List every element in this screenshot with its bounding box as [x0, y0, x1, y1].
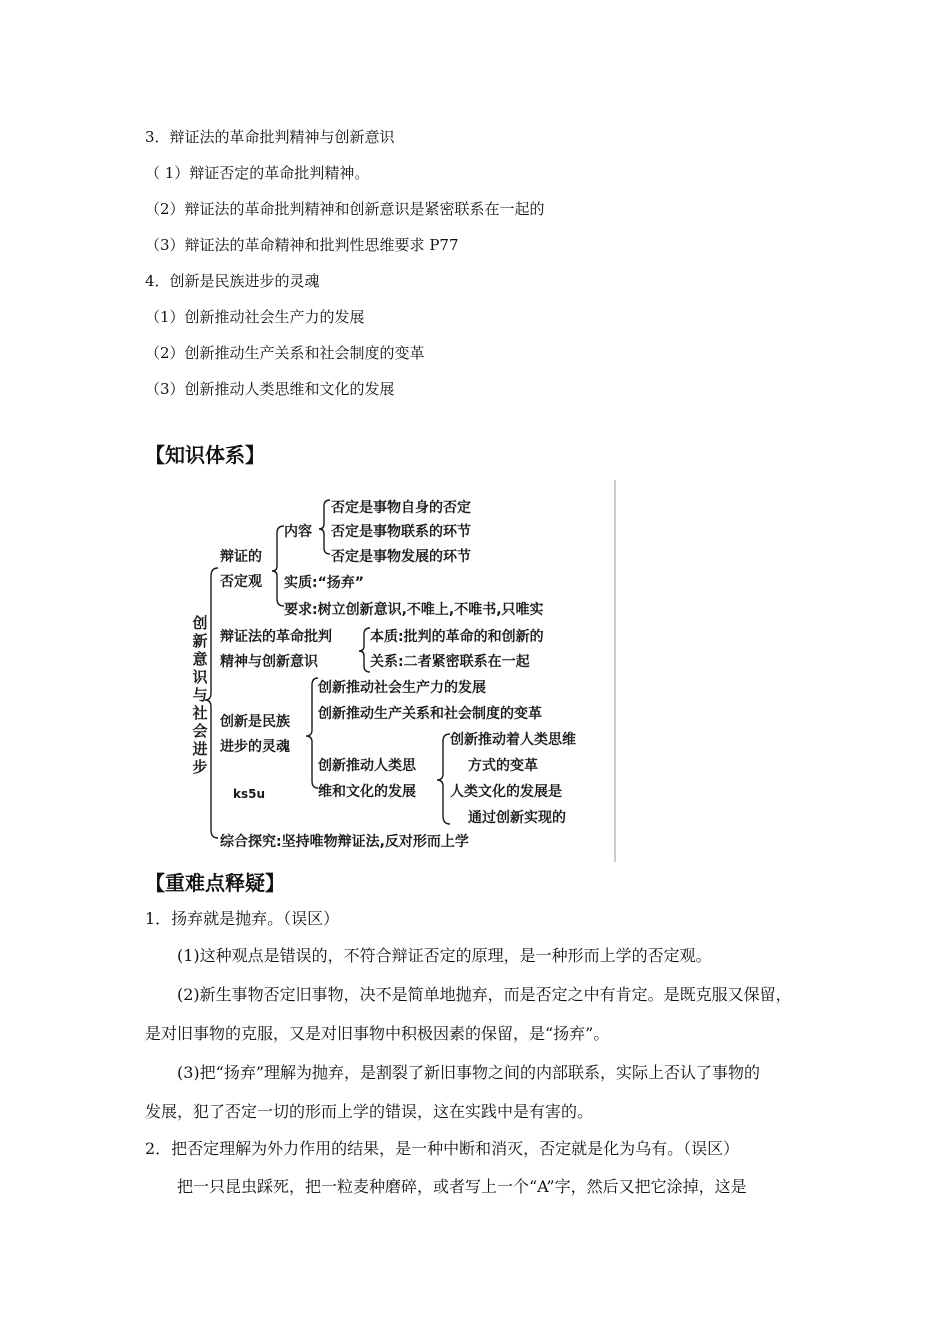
root-char: 社: [192, 704, 208, 722]
branch-1-brace: [272, 526, 284, 606]
root-char: 新: [192, 632, 208, 650]
branch-3-sub-item-b: 人类文化的发展是: [450, 784, 562, 800]
branch-4-text: 综合探究:坚持唯物辩证法,反对形而上学: [220, 834, 469, 850]
section-3-title: 3．辩证法的革命批判精神与创新意识: [145, 128, 395, 146]
branch-3-sub-line-2: 维和文化的发展: [318, 784, 416, 800]
section-3-item-2: （2）辩证法的革命批判精神和创新意识是紧密联系在一起的: [145, 200, 545, 218]
q2-title: 2．把否定理解为外力作用的结果，是一种中断和消灭，否定就是化为乌有。（误区）: [145, 1139, 740, 1158]
branch-1-line-1: 辩证的: [220, 549, 262, 565]
branch-3-line-2: 进步的灵魂: [220, 739, 290, 755]
root-char: 意: [192, 650, 208, 668]
branch-3-item: 创新推动生产关系和社会制度的变革: [318, 706, 542, 722]
root-char: 进: [192, 740, 208, 758]
branch-3-brace: [306, 678, 318, 788]
root-char: 步: [192, 758, 208, 776]
root-char: 识: [192, 668, 208, 686]
root-title: [191, 614, 208, 776]
branch-3-sub-item-a: 方式的变革: [468, 758, 538, 774]
branch-2-line-2: 精神与创新意识: [220, 654, 318, 670]
content-item: 否定是事物联系的环节: [331, 524, 471, 540]
branch-3-sub-item-a: 创新推动着人类思维: [450, 732, 576, 748]
branch-3-line-1: 创新是民族: [220, 714, 290, 730]
branch-3-sub-brace: [437, 734, 450, 824]
q1-title: 1．扬弃就是抛弃。（误区）: [145, 909, 340, 928]
q1-paragraph-2a: (2)新生事物否定旧事物，决不是简单地抛弃，而是否定之中有肯定。是既克服又保留，: [177, 985, 792, 1004]
branch-1-line-2: 否定观: [220, 574, 262, 590]
content-label: 内容: [284, 524, 312, 540]
section-3-item-1: （ 1）辩证否定的革命批判精神。: [145, 164, 370, 182]
content-item: 否定是事物自身的否定: [331, 500, 471, 516]
section-4-item-1: （1）创新推动社会生产力的发展: [145, 308, 365, 326]
section-4-title: 4．创新是民族进步的灵魂: [145, 272, 320, 290]
essence-text: 实质:“扬弃”: [284, 575, 365, 591]
requirement-text: 要求:树立创新意识,不唯上,不唯书,只唯实: [284, 602, 544, 618]
content-brace: [319, 500, 330, 554]
q1-paragraph-2b: 是对旧事物的克服，又是对旧事物中积极因素的保留，是“扬弃”。: [145, 1024, 610, 1043]
branch-2-brace: [359, 628, 370, 672]
knowledge-heading: 【知识体系】: [145, 443, 265, 467]
q1-paragraph-3a: (3)把“扬弃”理解为抛弃，是割裂了新旧事物之间的内部联系，实际上否认了事物的: [177, 1063, 761, 1082]
difficult-heading: 【重难点释疑】: [145, 871, 285, 895]
section-3-item-3: （3）辩证法的革命精神和批判性思维要求 P77: [145, 236, 459, 254]
root-char: 会: [192, 722, 208, 740]
branch-3-sub-line-1: 创新推动人类思: [318, 758, 416, 774]
q1-paragraph-3b: 发展，犯了否定一切的形而上学的错误，这在实践中是有害的。: [145, 1102, 594, 1121]
watermark-text: ks5u: [233, 787, 266, 801]
q2-paragraph-1: 把一只昆虫踩死，把一粒麦种磨碎，或者写上一个“A”字，然后又把它涂掉，这是: [177, 1177, 747, 1196]
knowledge-diagram: [180, 478, 620, 864]
branch-3-sub-item-b: 通过创新实现的: [468, 810, 566, 826]
section-4-item-3: （3）创新推动人类思维和文化的发展: [145, 380, 395, 398]
root-char: 与: [192, 686, 208, 704]
section-4-item-2: （2）创新推动生产关系和社会制度的变革: [145, 344, 425, 362]
branch-3-item: 创新推动社会生产力的发展: [318, 680, 486, 696]
q1-paragraph-1: (1)这种观点是错误的，不符合辩证否定的原理，是一种形而上学的否定观。: [177, 946, 712, 965]
content-item: 否定是事物发展的环节: [331, 549, 471, 565]
root-char: 创: [192, 614, 208, 632]
branch-2-line-1: 辩证法的革命批判: [220, 629, 332, 645]
branch-2-item: 本质:批判的革命的和创新的: [370, 629, 544, 645]
branch-2-item: 关系:二者紧密联系在一起: [370, 654, 530, 670]
